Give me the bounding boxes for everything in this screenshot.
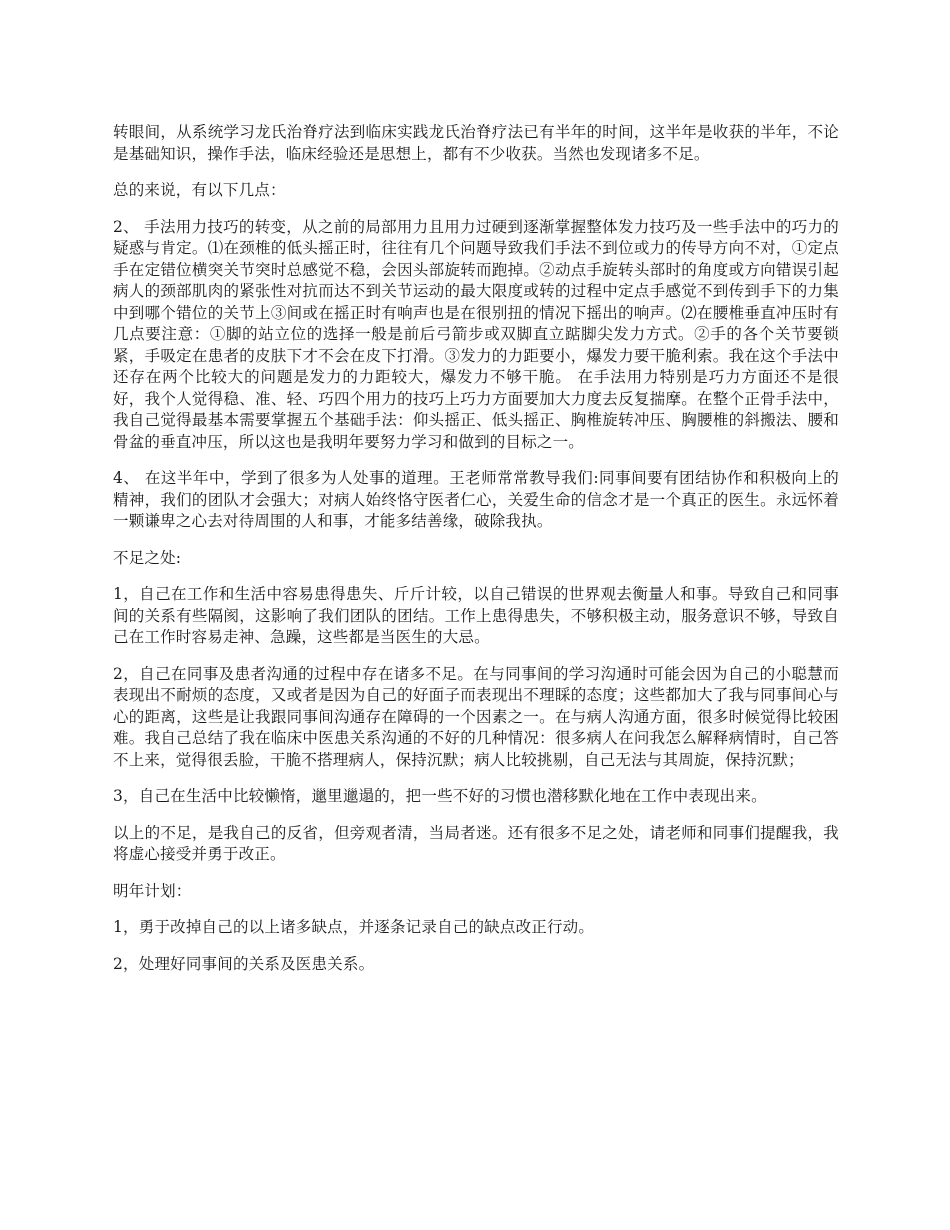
document-body xyxy=(113,122,839,990)
plan-heading: 明年计划： xyxy=(113,881,192,900)
point-4-paragraph: 4、 在这半年中，学到了很多为人处事的道理。王老师常常教导我们:同事间要有团结协作和积极向上的精神，我们的团队才会强大；对病人始终恪守医者仁心，关爱生命的信念才是一个真正的医生。永远怀着一颗谦卑之心去对待周围的人和事，才能多结善缘，破除我执。 xyxy=(113,469,839,530)
point-2-paragraph: 2、 手法用力技巧的转变，从之前的局部用力且用力过硬到逐渐掌握整体发力技巧及一些手法中的巧力的疑惑与肯定。⑴在颈椎的低头摇正时，往往有几个问题导致我们手法不到位或力的传导方向不对，①定点手在定错位横突关节突时总感觉不稳，会因头部旋转而跑掉。②动点手旋转头部时的角度或方向错误引起病人的颈部肌肉的紧张性对抗而达不到关节运动的最大限度或转的过程中定点手感觉不到传到手下的力集中到哪个错位的关节上③间或在摇正时有响声也是在很别扭的情况下摇出的响声。⑵在腰椎垂直冲压时有几点要注意：①脚的站立位的选择一般是前后弓箭步或双脚直立踮脚尖发力方式。②手的各个关节要锁紧，手吸定在患者的皮肤下才不会在皮下打滑。③发力的力距要小，爆发力要干脆利索。我在这个手法中还存在两个比较大的问题是发力的力距较大，爆发力不够干脆。 在手法用力特别是巧力方面还不是很好，我个人觉得稳、准、轻、巧四个用力的技巧上巧力方面要加大力度去反复揣摩。在整个正骨手法中，我自己觉得最基本需要掌握五个基础手法：仰头摇正、低头摇正、胸椎旋转冲压、胸腰椎的斜搬法、腰和骨盆的垂直冲压，所以这也是我明年要努力学习和做到的目标之一。 xyxy=(113,217,839,451)
summary-heading: 总的来说，有以下几点： xyxy=(113,181,286,199)
plan-item-1: 1，勇于改掉自己的以上诸多缺点，并逐条记录自己的缺点改正行动。 xyxy=(113,918,595,936)
reflection-paragraph: 以上的不足，是我自己的反省，但旁观者清，当局者迷。还有很多不足之处，请老师和同事们提醒我，我将虚心接受并勇于改正。 xyxy=(113,823,839,863)
shortcoming-1-paragraph: 1，自己在工作和生活中容易患得患失、斤斤计较，以自己错误的世界观去衡量人和事。导致自己和同事间的关系有些隔阂，这影响了我们团队的团结。工作上患得患失，不够积极主动，服务意识不够，导致自己在工作时容易走神、急躁，这些都是当医生的大忌。 xyxy=(113,585,839,646)
intro-paragraph: 转眼间，从系统学习龙氏治脊疗法到临床实践龙氏治脊疗法已有半年的时间，这半年是收获的半年，不论是基础知识，操作手法，临床经验还是思想上，都有不少收获。当然也发现诸多不足。 xyxy=(113,123,839,163)
plan-item-2: 2，处理好同事间的关系及医患关系。 xyxy=(113,954,375,973)
shortcoming-2-paragraph: 2，自己在同事及患者沟通的过程中存在诸多不足。在与同事间的学习沟通时可能会因为自己的小聪慧而表现出不耐烦的态度，又或者是因为自己的好面子而表现出不理睬的态度；这些都加大了我与同事间心与心的距离，这些是让我跟同事间沟通存在障碍的一个因素之一。在与病人沟通方面，很多时候觉得比较困难。我自己总结了我在临床中医患关系沟通的不好的几种情况：很多病人在问我怎么解释病情时，自己答不上来，觉得很丢脸，干脆不搭理病人，保持沉默；病人比较挑剔，自己无法与其周旋，保持沉默； xyxy=(113,664,839,769)
shortcomings-heading: 不足之处: xyxy=(113,548,182,567)
shortcoming-3-paragraph: 3，自己在生活中比较懒惰，邋里邋遢的，把一些不好的习惯也潜移默化地在工作中表现出来。 xyxy=(113,787,767,805)
